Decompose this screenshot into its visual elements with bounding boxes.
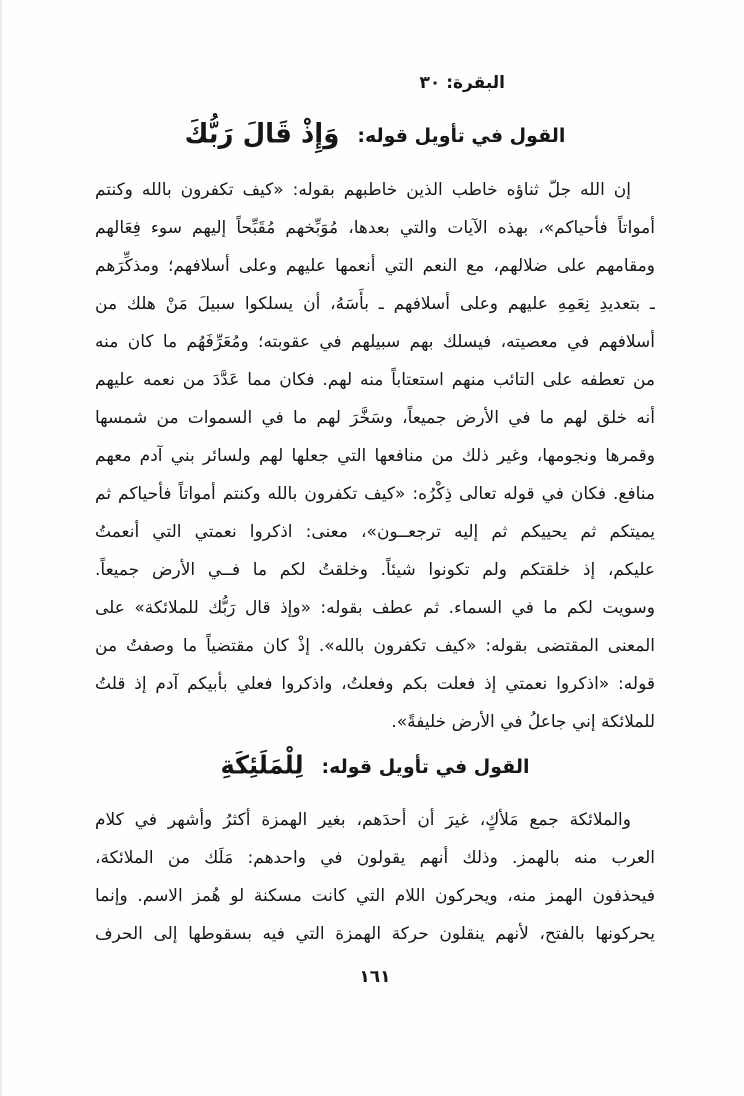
heading-1-label: القول في تأويل قوله: — [357, 125, 566, 147]
quran-quote-2: لِلْمَلَئِكَةِ — [220, 750, 304, 780]
text-line: وقمرها ونجومها، وغير ذلك من منافعها التي جعلها لهم ولسائر بني آدم معهم — [95, 446, 655, 466]
page-number-footer — [95, 967, 655, 987]
text-line: عليكم، إذ خلقتكم ولم تكونوا شيئاً. وخلقتُ لكم ما فــي الأرض جميعاً. — [95, 560, 655, 580]
section-heading-1 — [95, 119, 655, 149]
text-line: والملائكة جمع مَلأكٍ، غيرَ أن أحدَهم، بغير الهمزة أكثرُ وأشهر في كلام — [95, 810, 631, 830]
surah-verse-reference: البقرة: ٣٠ — [419, 73, 505, 93]
text-line: يحركونها بالفتح، لأنهم ينقلون حركة الهمزة التي فيه بسقوطها إلى الحرف — [95, 924, 655, 944]
text-line: قوله: «اذكروا نعمتي إذ فعلت بكم وفعلتُ، واذكروا فعلي بأبيكم آدم إذ قلتُ — [95, 674, 655, 694]
text-line: وسويت لكم ما في السماء. ثم عطف بقوله: «وإذ قال رَبُّك للملائكة» على — [95, 598, 655, 618]
text-line: إن الله جلّ ثناؤه خاطب الذين خاطبهم بقوله: «كيف تكفرون بالله وكنتم — [95, 180, 631, 200]
page-number: ١٦١ — [359, 967, 391, 987]
running-header — [95, 73, 655, 93]
text-line: أسلافهم في معصيته، فيسلك بهم سبيلهم في عقوبته؛ ومُعَرِّفَهُم ما كان منه — [95, 332, 655, 352]
text-line: للملائكة إني جاعلُ في الأرض خليفةً». — [391, 712, 655, 732]
section-heading-2 — [95, 751, 655, 779]
text-line: ـ بتعديدِ نِعَمِهِ عليهم وعلى أسلافهم ـ بأَسَهُ، أن يسلكوا سبيلَ مَنْ هلك من — [95, 294, 655, 314]
text-line: منافع. فكان في قوله تعالى ذِكْرُه: «كيف تكفرون بالله وكنتم أمواتاً فأحياكم ثم — [95, 484, 655, 504]
text-line: العرب منه بالهمز. وذلك أنهم يقولون في واحدهم: مَلَك من الملائكة، — [95, 848, 655, 868]
text-line: المعنى المقتضى بقوله: «كيف تكفرون بالله». إذْ كان مقتضياً ما وصفتُ من — [95, 636, 655, 656]
text-line: يميتكم ثم يحييكم ثم إليه ترجعــون»، معنى: اذكروا نعمتي التي أنعمتُ — [95, 522, 655, 542]
paragraph-1 — [95, 171, 655, 741]
text-line: من تعطفه على التائب منهم استعتاباً منه لهم. فكان مما عَدَّدَ من نعمه عليهم — [95, 370, 655, 390]
heading-2-label: القول في تأويل قوله: — [321, 756, 530, 778]
text-line: أنه خلق لهم ما في الأرض جميعاً، وسَخَّرَ لهم ما في السموات من شمسها — [95, 408, 655, 428]
text-line: ومقامهم على ضلالهم، مع النعم التي أنعمها عليهم وعلى أسلافهم؛ ومذكِّرَهم — [95, 256, 655, 276]
text-line: فيحذفون الهمز منه، ويحركون اللام التي كانت مسكنة لو هُمز الاسم. وإنما — [95, 886, 655, 906]
paragraph-2 — [95, 801, 655, 953]
text-line: أمواتاً فأحياكم»، بهذه الآيات والتي بعدها، مُوَبِّخهم مُقَبِّحاً إليهم سوء فِعَالهم — [95, 218, 655, 238]
quran-quote-1: وَإِذْ قَالَ رَبُّكَ — [184, 118, 340, 150]
